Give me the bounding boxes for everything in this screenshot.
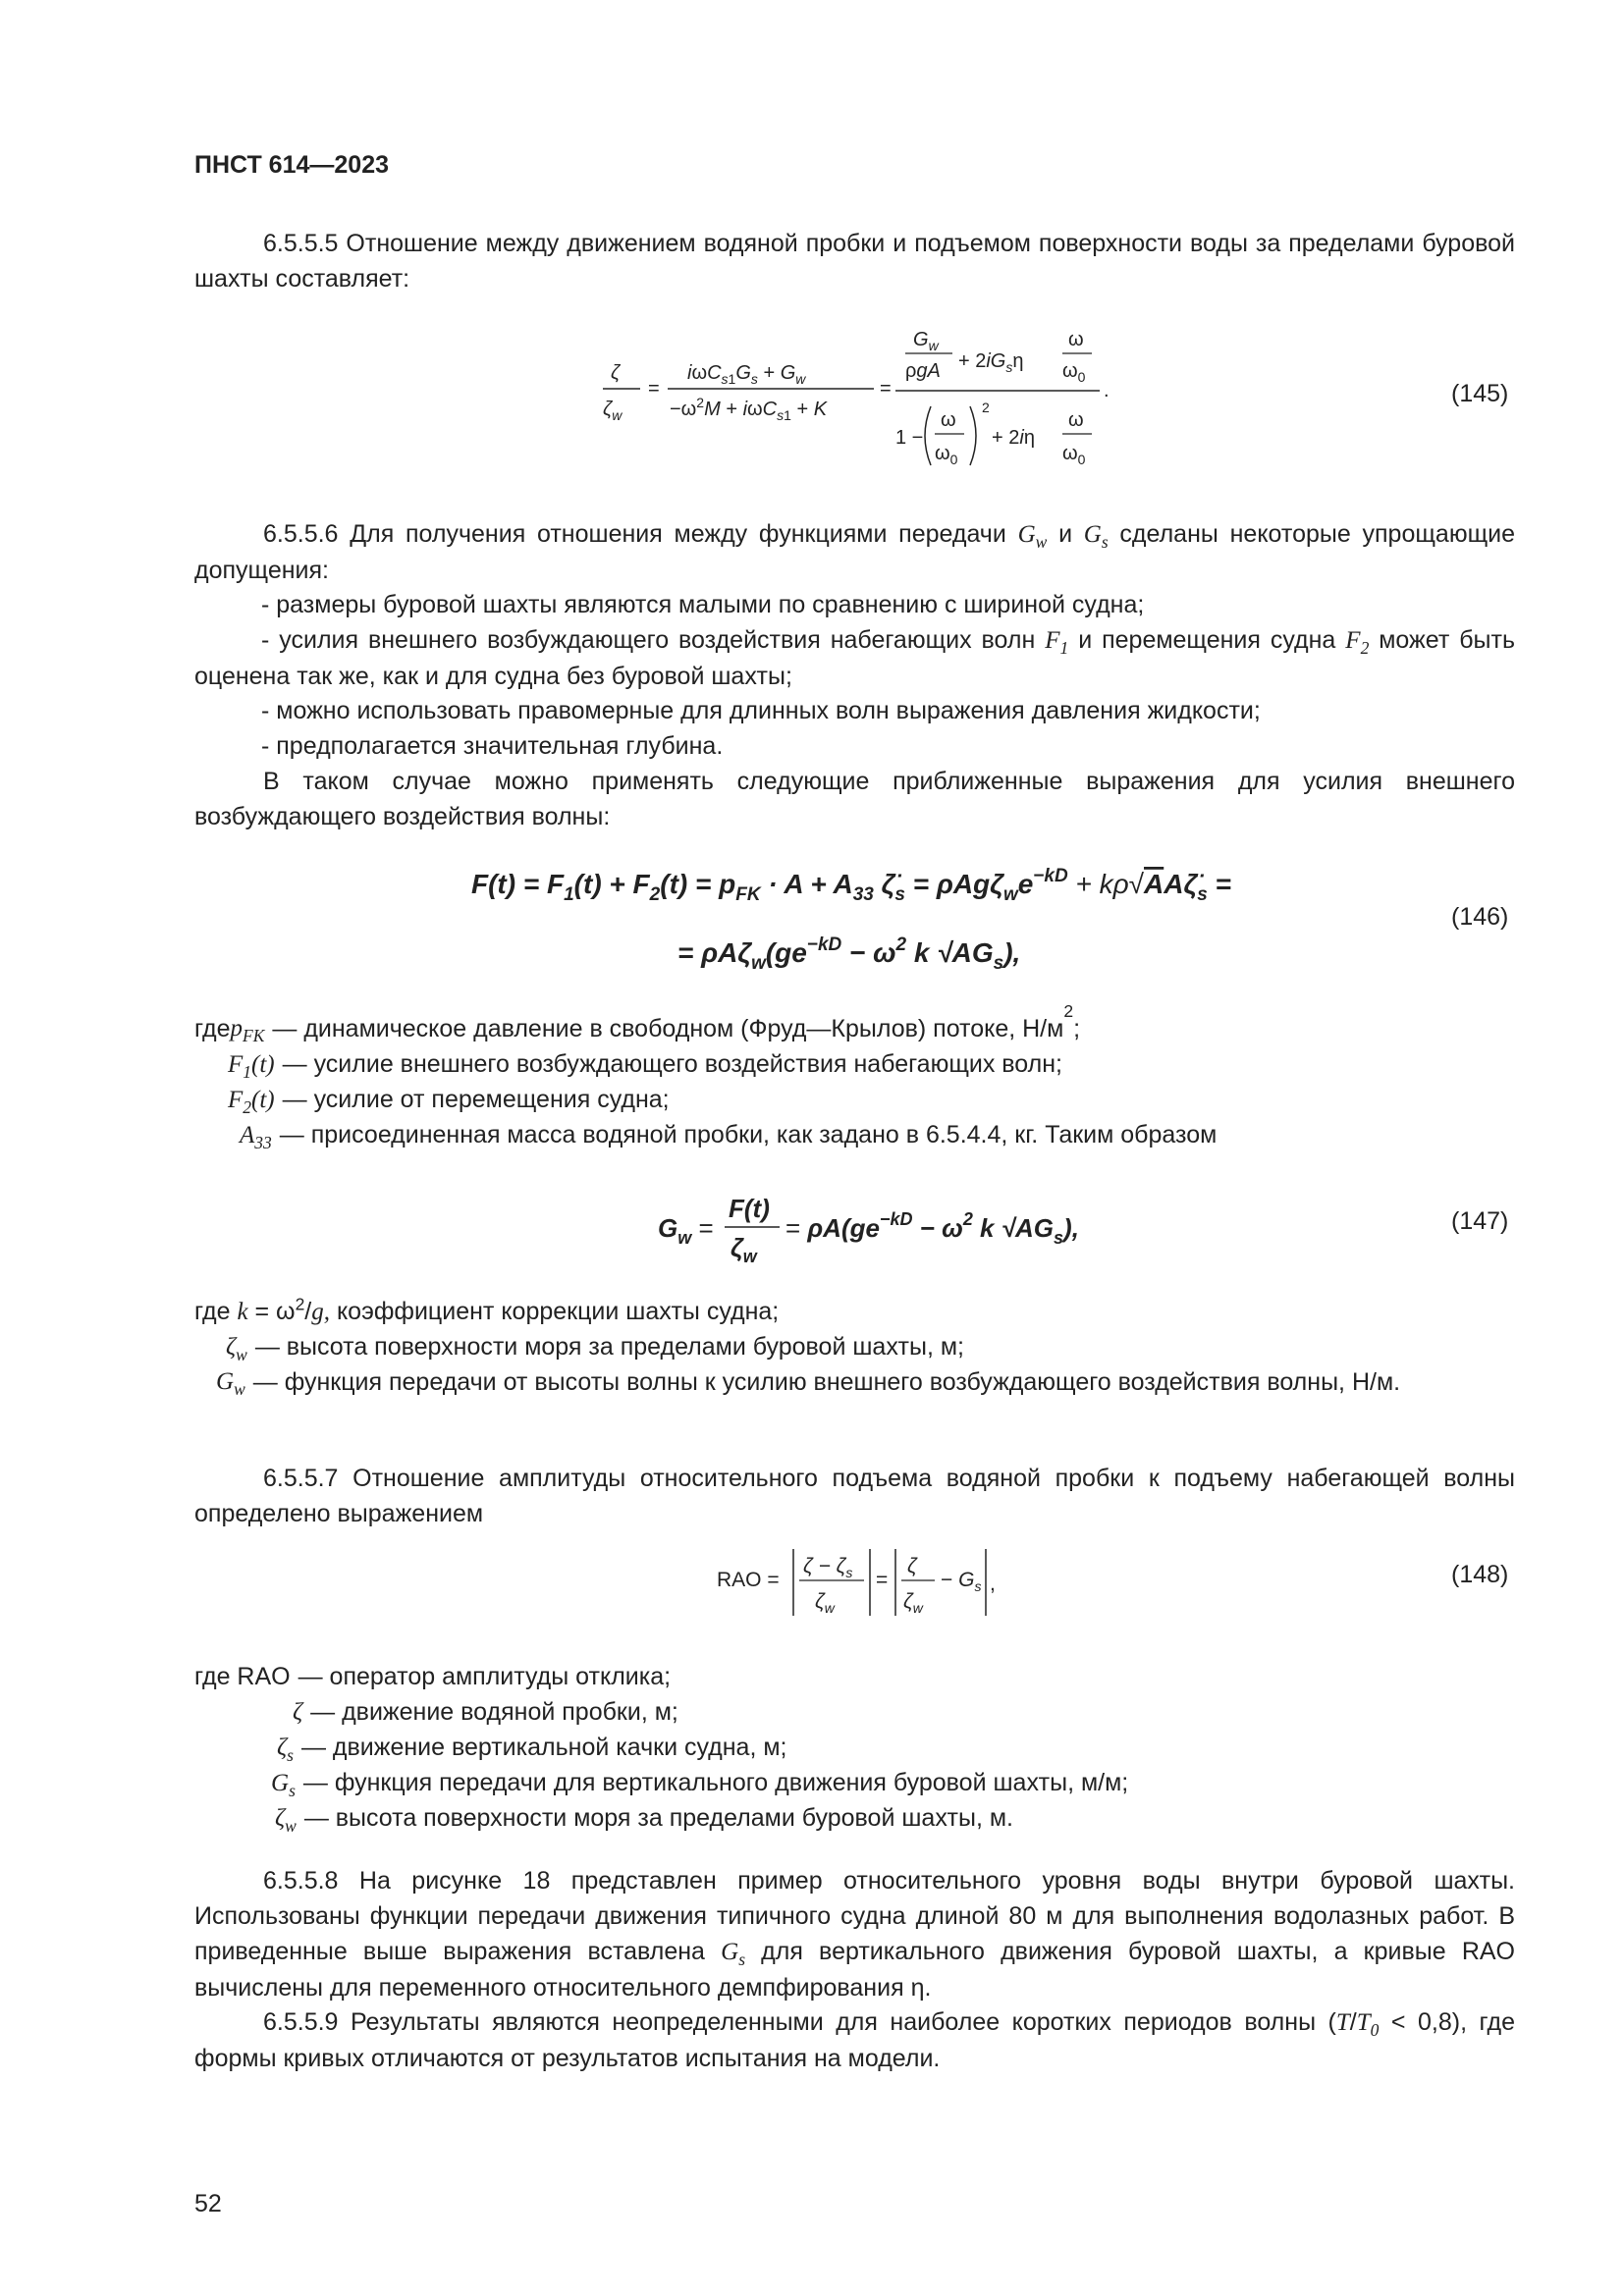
svg-text:− Gs: − $G_s$ — [941, 1569, 982, 1594]
svg-text:ζ − ζs: $\zeta - \zeta_s$ — [803, 1555, 853, 1580]
paragraph-6-5-5-9: 6.5.5.9 Результаты являются неопределенными для наиболее коротких периодов волны $(T/T_0 < 0,8)$, где формы кривых отличаются от результатов испытания на модели. — [194, 2008, 1516, 2072]
paragraph-approx: В таком случае можно применять следующие приближенные выражения для усилия внешнего возбуждающего воздействия волны: — [194, 768, 1515, 830]
equation-148 — [707, 1531, 1031, 1629]
equation-145 — [589, 316, 1139, 483]
equation-number-146: (146) — [1451, 903, 1509, 931]
definition-k: где $k = \omega^2/g$, коэффициент коррекции шахты судна; — [194, 1294, 780, 1325]
document-header: ПНСТ 614—2023 — [194, 151, 389, 179]
svg-text:ζw: $\zeta_w$ — [815, 1590, 835, 1616]
svg-text:F(t) = F1(t) + F2(t) = pFK · A: $F(t) = F_1(t) + F_2(t) = p_{FK} \cdot A + A_{33}$ $\zetä_s = \rho Ag\zeta_we^{-kD}$ + $k\rho√AA\zetä_s$ = — [471, 866, 1231, 905]
svg-text:ω0: $\omega_0$ — [1062, 360, 1086, 385]
paragraph-6-5-5-7: 6.5.5.7 Отношение амплитуды относительного подъема водяной пробки к подъему набегающей волны определено выражением — [194, 1465, 1515, 1527]
equation-146 — [461, 854, 1286, 991]
svg-text:,: , — [990, 1573, 996, 1595]
definition-a33: $A_{33}$ — присоединенная масса водяной пробки, как задано в 6.5.4.4, кг. Таким образом — [240, 1121, 1218, 1153]
svg-text:ζ: ζ — [611, 362, 621, 384]
svg-text:RAO =: RAO = — [717, 1569, 780, 1591]
definition-rao: где RAO — оператор амплитуды отклика; — [194, 1663, 672, 1690]
definition-gs: $G_s$ — функция передачи для вертикального движения буровой шахты, м/м; — [271, 1769, 1129, 1801]
definition-f2: $F_2(t)$ — усилие от перемещения судна; — [228, 1086, 670, 1118]
svg-text:1 −: 1 − — [895, 427, 924, 449]
svg-text:= ρAζw(ge−kD − ω2 k √AGs),: = $\rho A\zeta_w(ge^{-kD} - \omega^2$ k $√AG_s$), — [677, 934, 1021, 974]
svg-text:ζw: $\zeta_w$ — [903, 1590, 923, 1616]
svg-text:ω: ω — [941, 409, 956, 431]
definition-zw: $\zeta_w$ — высота поверхности моря за пределами буровой шахты, м; — [226, 1333, 964, 1365]
svg-text:=: = — [880, 378, 892, 400]
svg-text:=: = — [876, 1569, 889, 1591]
paragraph-6-5-5-5: 6.5.5.5 Отношение между движением водяной пробки и подъемом поверхности воды за пределами буровой шахты составляет: — [194, 230, 1515, 293]
list-item: - размеры буровой шахты являются малыми по сравнению с шириной судна; — [261, 591, 1145, 618]
list-item: - можно использовать правомерные для длинных волн выражения давления жидкости; — [261, 697, 1261, 724]
equation-number-145: (145) — [1451, 380, 1509, 407]
definition-f1: $F_1(t)$ — усилие внешнего возбуждающего воздействия набегающих волн; — [228, 1050, 1063, 1083]
equation-147 — [648, 1186, 1090, 1274]
svg-text:−ω2M + iωCs1 + K: $-\omega^2M + i\omega C_s1 + K$ — [670, 395, 828, 423]
svg-text:ω0: $\omega_0$ — [935, 443, 958, 467]
list-item: - усилия внешнего возбуждающего воздействия набегающих волн $F_1$ и перемещения судна $F_2$ может быть оценена так же, как и для судна без буровой шахты; — [194, 626, 1515, 690]
definitions-146: где $p_{FK}$ — динамическое давление в свободном (Фруд—Крылов) потоке, Н/м 2 ; — [194, 1001, 1081, 1046]
svg-text:F(t): F(t) — [729, 1194, 770, 1223]
definition-zs: $\zeta_s$ — движение вертикальной качки судна, м; — [277, 1734, 787, 1766]
svg-text:ζ: ζ — [907, 1555, 917, 1577]
svg-text:ζw: $\zeta_w$ — [731, 1233, 757, 1266]
svg-text:Gw =: $G_w$ = — [658, 1213, 714, 1248]
definition-z: ζ — движение водяной пробки, м; — [293, 1698, 678, 1726]
paragraph-6-5-5-6: 6.5.5.6 Для получения отношения между функциями передачи $G_w$ и $G_s$ сделаны некоторые упрощающие допущения: — [194, 520, 1516, 584]
svg-text:ω: ω — [1068, 329, 1084, 350]
definition-gw: $G_w$ — функция передачи от высоты волны к усилию внешнего возбуждающего воздействия волны, Н/м. — [216, 1368, 1401, 1400]
svg-text:ω0: $\omega_0$ — [1062, 443, 1086, 467]
page-number: 52 — [194, 2190, 222, 2217]
svg-text:+ 2iη: + 2iη — [992, 427, 1035, 449]
svg-text:+ 2iGsη: + $2iG_s\eta$ — [958, 350, 1024, 375]
svg-text:ω: ω — [1068, 409, 1084, 431]
svg-text:.: . — [1104, 380, 1110, 401]
paragraph-6-5-5-8: 6.5.5.8 На рисунке 18 представлен пример относительного уровня воды внутри буровой шахты. Использованы функции передачи движения типичного судна длиной 80 м для выполнения водолазных работ. В приведенные выше выражения вставлена $G_s$ для вертикального движения буровой шахты, а кривые RAO вычислены для переменного относительного демпфирования η. — [194, 1867, 1515, 2002]
definition-zw2: $\zeta_w$ — высота поверхности моря за пределами буровой шахты, м. — [275, 1804, 1013, 1837]
equation-number-148: (148) — [1451, 1561, 1509, 1588]
svg-text:iωCs1Gs + Gw: $i\omega C_s1G_s + G_w$ — [687, 362, 806, 387]
svg-text:= ρA(ge−kD − ω2 k √AGs),: = $\rho A(ge^{-kD} - \omega^2$ k $√AG_s$), — [785, 1209, 1079, 1248]
svg-text:ζw: $\zeta_w$ — [603, 399, 623, 423]
svg-text:=: = — [648, 378, 660, 400]
equation-number-147: (147) — [1451, 1207, 1509, 1235]
list-item: - предполагается значительная глубина. — [261, 732, 724, 760]
svg-text:2: 2 — [982, 400, 990, 415]
svg-text:ρgA: ρgA — [905, 360, 941, 382]
svg-text:Gw: $G_w$ — [913, 329, 939, 353]
